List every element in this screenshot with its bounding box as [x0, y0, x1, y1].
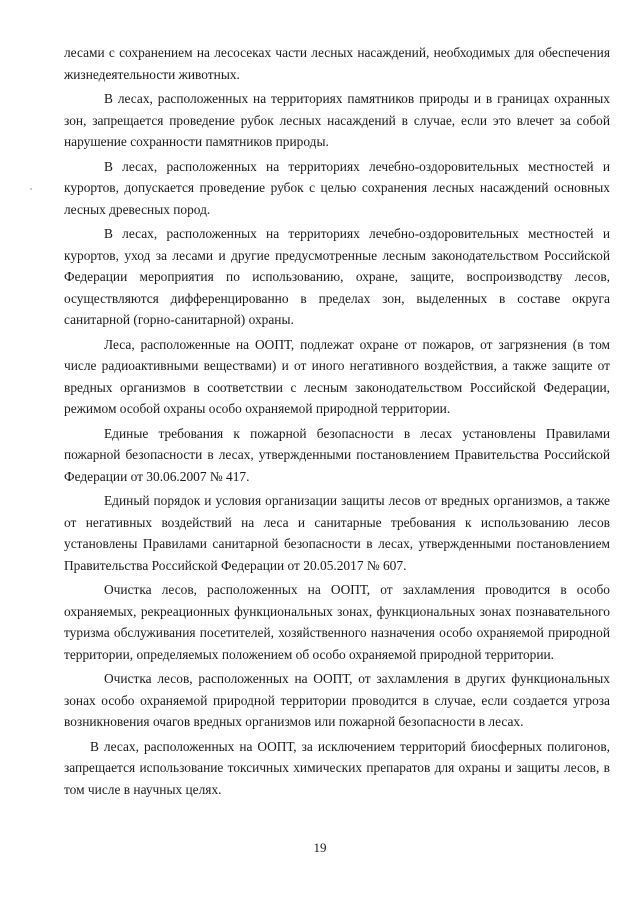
paragraph: Очистка лесов, расположенных на ООПТ, от захламления в других функциональных зонах особо охраняемой природной территории проводится в случае, если создается угроза возникновения очагов вредных организмов или пожарной безопасности в лесах.	[64, 671, 610, 729]
paragraph: В лесах, расположенных на ООПТ, за исключением территорий биосферных полигонов, запрещается использование токсичных химических препаратов для охраны и защиты лесов, в том числе в научных целях.	[64, 738, 610, 797]
scan-speck	[30, 188, 32, 190]
paragraph: Очистка лесов, расположенных на ООПТ, от захламления проводится в особо охраняемых, рекреационных функциональных зонах, функциональных зонах познавательного туризма обслуживания посетителей, хозяйственного назначения особо охраняемой природной территории, определяемых положением об особо охраняемой природной территории.	[64, 582, 610, 662]
paragraph: Леса, расположенные на ООПТ, подлежат охране от пожаров, от загрязнения (в том числе радиоактивными веществами) и от иного негативного воздействия, а также защите от вредных организмов в соответствии с лесным законодательством Российской Федерации, режимом особой охраны особо охраняемой природной территории.	[64, 336, 610, 416]
paragraph: В лесах, расположенных на территориях памятников природы и в границах охранных зон, запрещается проведение рубок лесных насаждений в случае, если это влечет за собой нарушение сохранности памятников природы.	[64, 91, 610, 149]
paragraph: лесами с сохранением на лесосеках части лесных насаждений, необходимых для обеспечения жизнедеятельности животных.	[64, 45, 610, 82]
paragraph: Единый порядок и условия организации защиты лесов от вредных организмов, а также от негативных воздействий на леса и санитарные требования к использованию лесов установлены Правилами санитарной безопасности в лесах, утвержденными постановлением Правительства Российской Федерации от 20.05.2017 № 607.	[64, 493, 610, 573]
paragraph: Единые требования к пожарной безопасности в лесах установлены Правилами пожарной безопасности в лесах, утвержденными постановлением Правительства Российской Федерации от 30.06.2007 № 417.	[64, 425, 610, 484]
paragraph: В лесах, расположенных на территориях лечебно-оздоровительных местностей и курортов, допускается проведение рубок с целью сохранения лесных насаждений основных лесных древесных пород.	[64, 158, 610, 217]
body-text	[64, 42, 610, 800]
page-number: 19	[313, 840, 327, 855]
paragraph: В лесах, расположенных на территориях лечебно-оздоровительных местностей и курортов, уход за лесами и другие предусмотренные лесным законодательством Российской Федерации мероприятия по использованию, охране, защите, воспроизводству лесов, осуществляются дифференцированно в пределах зон, выделенных в составе округа санитарной (горно-санитарной) охраны.	[64, 226, 610, 327]
